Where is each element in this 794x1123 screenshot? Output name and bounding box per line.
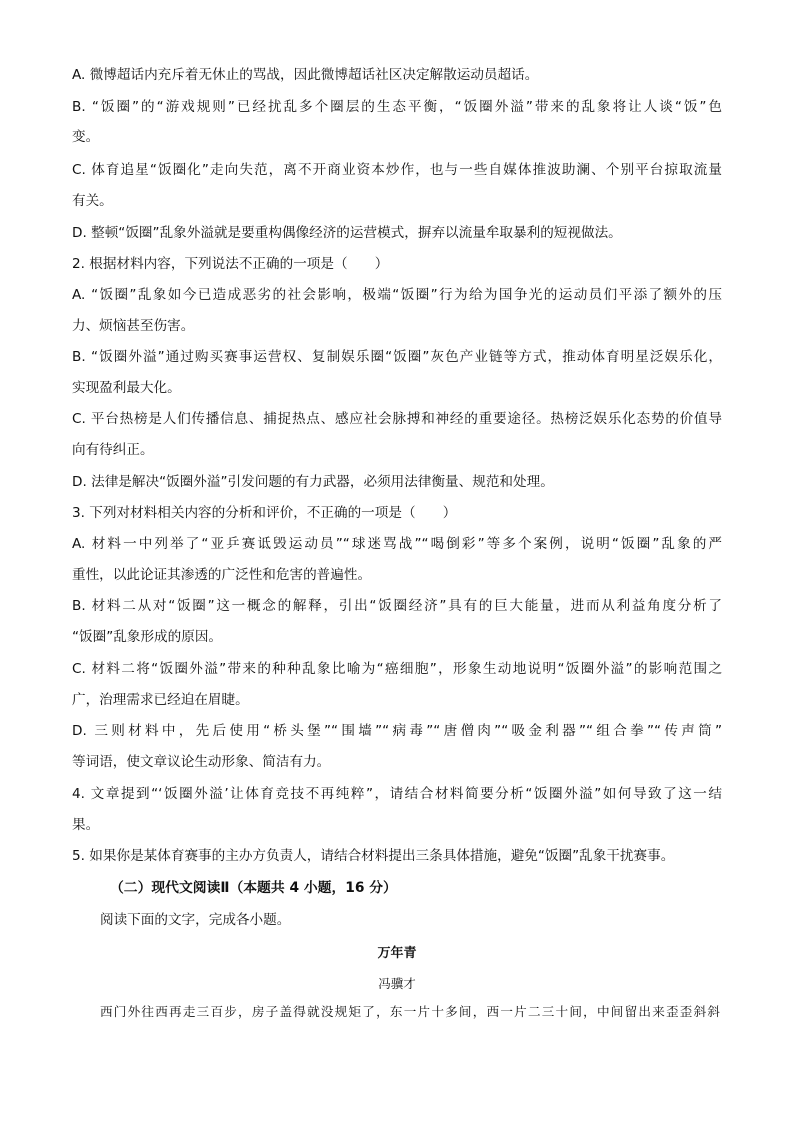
question-4-line1: 4. 文章提到“‘饭圈外溢’让体育竞技不再纯粹”，请结合材料简要分析“饭圈外溢”如何导致了这一结: [72, 786, 722, 802]
option-c-q1-line2: 有关。: [72, 193, 113, 209]
option-d-q1: D. 整顿“饭圈”乱象外溢就是要重构偶像经济的运营模式，摒弃以流量牟取暴利的短视做法。: [72, 225, 622, 241]
option-d-q3-line2: 等词语，使文章议论生动形象、简洁有力。: [72, 754, 331, 770]
option-c-q3-line1: C. 材料二将“饭圈外溢”带来的种种乱象比喻为“癌细胞”，形象生动地说明“饭圈外溢”的影响范围之: [72, 661, 722, 677]
option-c-q2-line2: 向有待纠正。: [72, 442, 154, 458]
story-author: 冯骥才: [378, 976, 416, 991]
story-first-line: 西门外往西再走三百步，房子盖得就没规矩了，东一片十多间，西一片二三十间，中间留出来歪歪斜斜: [100, 1004, 720, 1019]
option-d-q3-line1: D. 三则材料中，先后使用“桥头堡”“围墙”“病毒”“唐僧肉”“吸金利器”“组合拳”“传声筒”: [72, 723, 722, 739]
option-c-q3-line2: 广，治理需求已经迫在眉睫。: [72, 692, 249, 708]
question-2: 2. 根据材料内容，下列说法不正确的一项是（ ）: [72, 256, 389, 272]
option-c-q2-line1: C. 平台热榜是人们传播信息、捕捉热点、感应社会脉搏和神经的重要途径。热榜泛娱乐化态势的价值导: [72, 411, 722, 427]
story-title: 万年青: [377, 946, 417, 961]
question-3: 3. 下列对材料相关内容的分析和评价，不正确的一项是（ ）: [72, 505, 457, 521]
option-a-q3-line2: 重性，以此论证其渗透的广泛性和危害的普遍性。: [72, 567, 372, 583]
option-a-q3-line1: A. 材料一中列举了“亚乒赛诋毁运动员”“球迷骂战”“喝倒彩”等多个案例，说明“饭圈”乱象的严: [72, 536, 722, 552]
option-a-q2-line2: 力、烦恼甚至伤害。: [72, 318, 195, 334]
option-b-q1-line2: 变。: [72, 129, 100, 145]
reading-instruction: 阅读下面的文字，完成各小题。: [100, 912, 291, 928]
option-a-q2-line1: A. “饭圈”乱象如今已造成恶劣的社会影响，极端“饭圈”行为给为国争光的运动员们平添了额外的压: [72, 287, 722, 303]
option-b-q2-line2: 实现盈利最大化。: [72, 380, 181, 396]
option-d-q2: D. 法律是解决“饭圈外溢”引发问题的有力武器，必须用法律衡量、规范和处理。: [72, 474, 554, 490]
section-heading: （二）现代文阅读Ⅱ（本题共 4 小题，16 分）: [110, 880, 397, 896]
option-c-q1-line1: C. 体育追星“饭圈化”走向失范，离不开商业资本炒作，也与一些自媒体推波助澜、个别平台掠取流量: [72, 162, 722, 178]
option-b-q3-line1: B. 材料二从对“饭圈”这一概念的解释，引出“饭圈经济”具有的巨大能量，进而从利益角度分析了: [72, 598, 722, 614]
option-b-q2-line1: B. “饭圈外溢”通过购买赛事运营权、复制娱乐圈“饭圈”灰色产业链等方式，推动体育明星泛娱乐化，: [72, 349, 722, 365]
question-5: 5. 如果你是某体育赛事的主办方负责人，请结合材料提出三条具体措施，避免“饭圈”乱象干扰赛事。: [72, 848, 675, 864]
option-b-q1-line1: B. “饭圈”的“游戏规则”已经扰乱多个圈层的生态平衡，“饭圈外溢”带来的乱象将让人谈“饭”色: [72, 99, 722, 115]
option-b-q3-line2: “饭圈”乱象形成的原因。: [72, 629, 223, 645]
question-4-line2: 果。: [72, 817, 100, 833]
option-a-q1: A. 微博超话内充斥着无休止的骂战，因此微博超话社区决定解散运动员超话。: [72, 67, 539, 83]
